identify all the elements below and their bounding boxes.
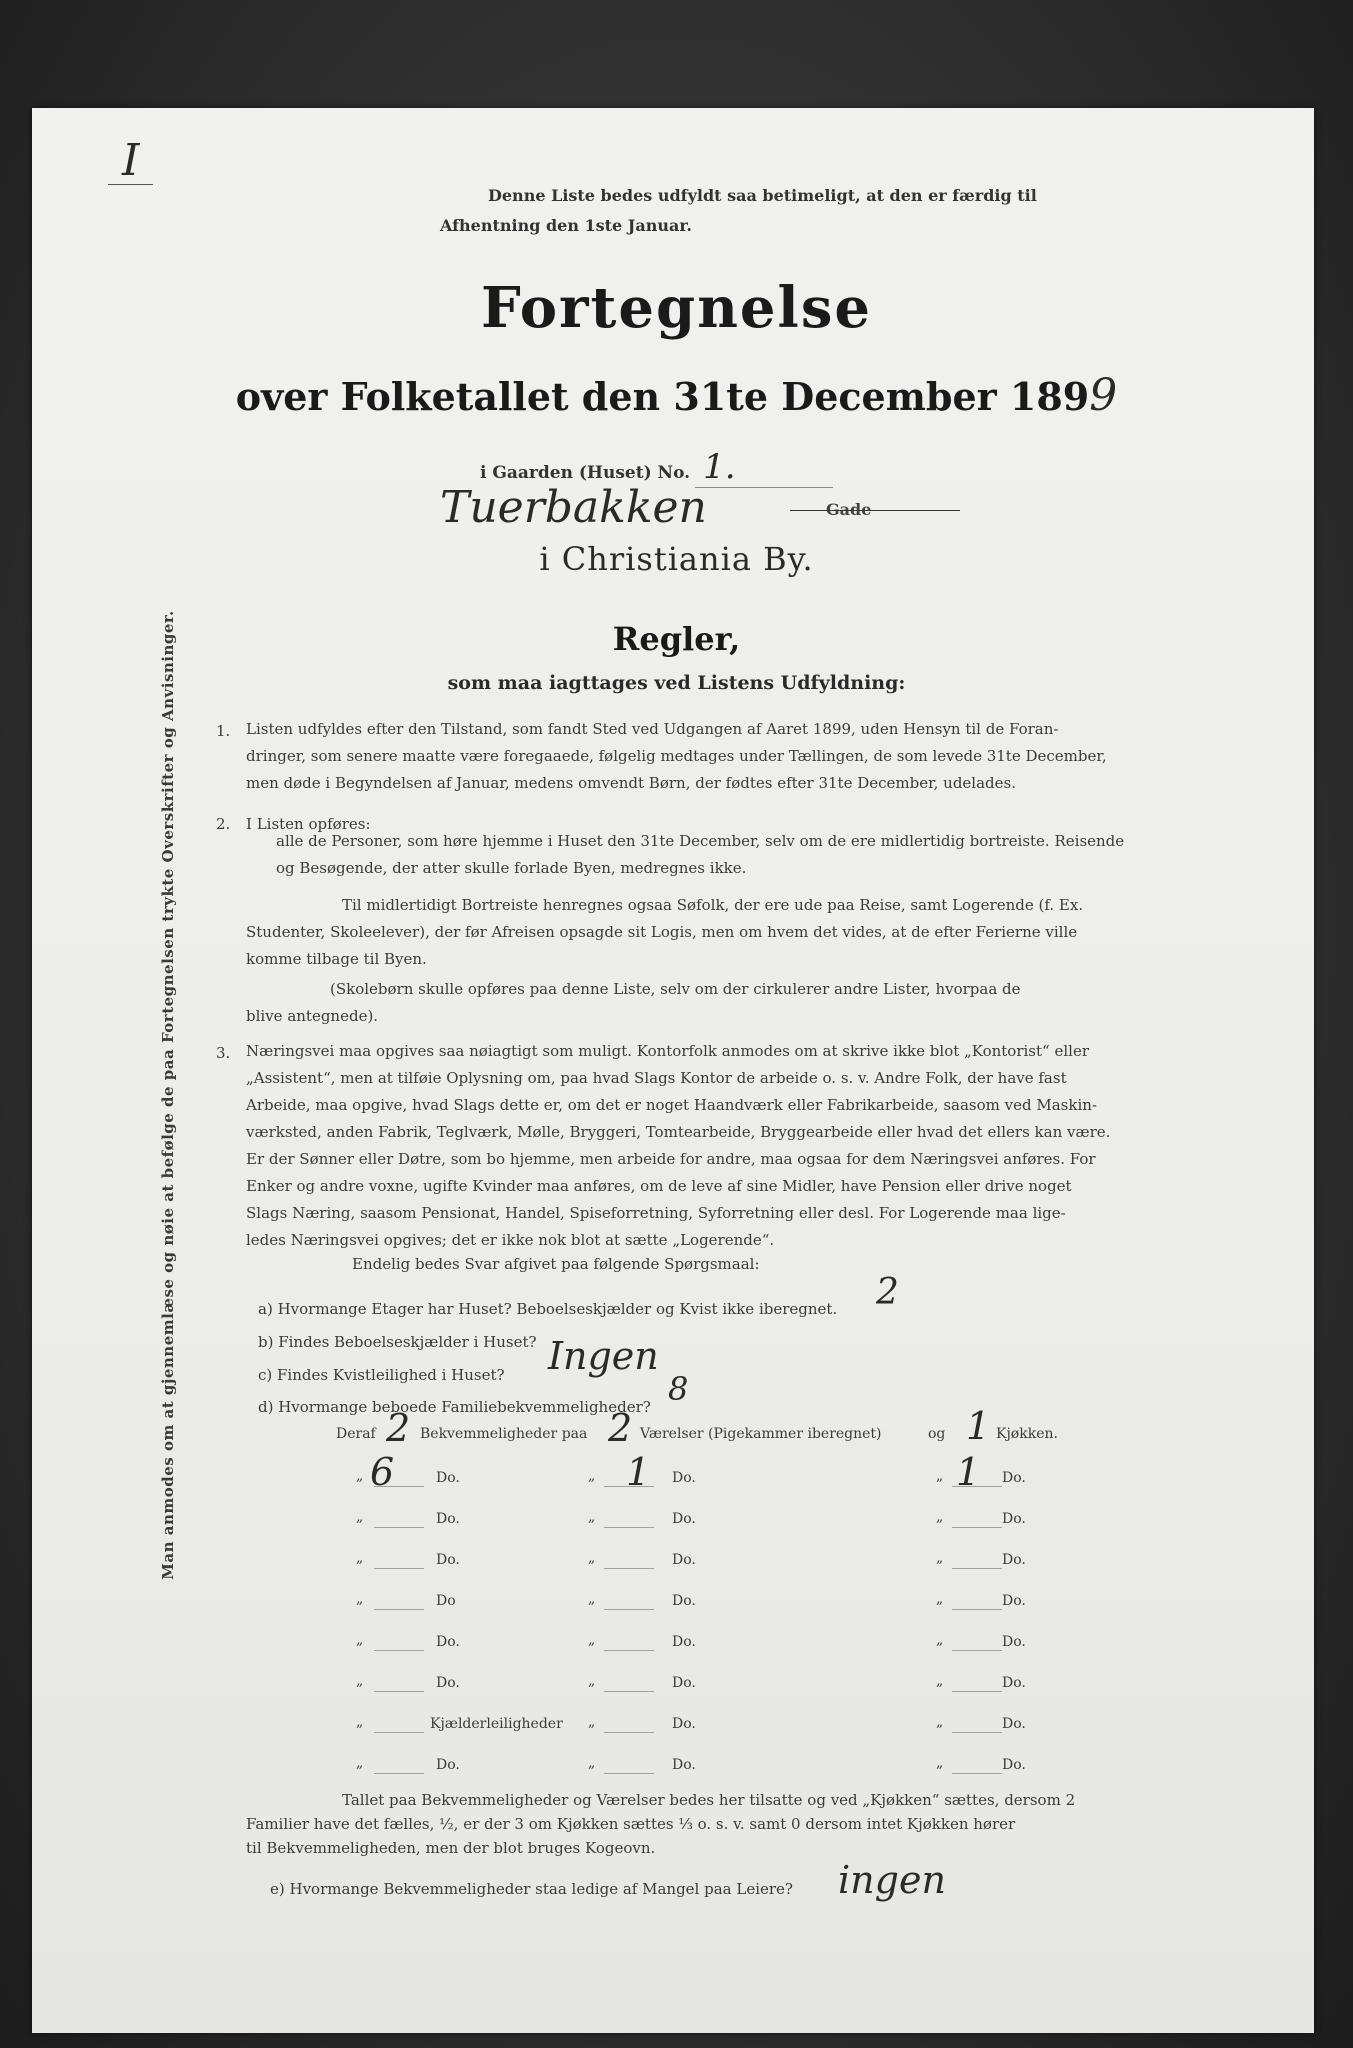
rule-3-line: ledes Næringsvei opgives; det er ikke nok blot at sætte „Logerende“. — [246, 1231, 775, 1249]
row-label: Do. — [436, 1470, 460, 1486]
blank-line — [604, 1568, 654, 1569]
rule-3-line: Næringsvei maa opgives saa nøiagtigt som muligt. Kontorfolk anmodes om at skrive ikke blot „Kontorist“ eller — [246, 1042, 1089, 1060]
blank-line — [374, 1609, 424, 1610]
blank-line — [604, 1732, 654, 1733]
row-label-2: Do. — [672, 1757, 696, 1773]
corner-mark: I — [108, 138, 153, 185]
blank-line — [952, 1527, 1002, 1528]
blank-line — [952, 1691, 1002, 1692]
question-e: e) Hvormange Bekvemmeligheder staa ledige af Mangel paa Leiere? — [270, 1880, 793, 1898]
ditto-mark: „ — [588, 1509, 596, 1525]
notice-line-1: Denne Liste bedes udfyldt saa betimeligt, at den er færdig til — [488, 186, 1037, 205]
row-label-2: Do. — [672, 1675, 696, 1691]
house-number: 1. — [695, 447, 833, 488]
answer-d: 8 — [668, 1370, 689, 1408]
rule-2-text — [276, 828, 1136, 882]
note-line: Tallet paa Bekvemmeligheder og Værelser bedes her tilsatte og ved „Kjøkken“ sættes, dersom 2 — [342, 1791, 1076, 1809]
rule-3-text — [246, 1038, 1136, 1254]
row-count: 6 — [370, 1450, 395, 1494]
ditto-mark: „ — [588, 1755, 596, 1771]
note-line: Familier have det fælles, ½, er der 3 om Kjøkken sættes ⅓ o. s. v. samt 0 dersom intet Kjøkken hører — [246, 1815, 1016, 1833]
rule-3-line: „Assistent“, men at tilføie Oplysning om, paa hvad Slags Kontor de arbeide o. s. v. Andre Folk, der have fast — [246, 1069, 1067, 1087]
row-label-3: Do. — [1002, 1634, 1026, 1650]
row-label-3: Do. — [1002, 1552, 1026, 1568]
blank-line — [374, 1650, 424, 1651]
first-row-kitchens: 1 — [966, 1404, 991, 1448]
ditto-mark: „ — [588, 1714, 596, 1730]
rule-2-intro: I Listen opføres: — [246, 815, 371, 833]
row-label-2: Do. — [672, 1511, 696, 1527]
ditto-mark: „ — [356, 1632, 364, 1648]
page-title: Fortegnelse — [481, 275, 872, 341]
first-row-text4: Kjøkken. — [996, 1426, 1058, 1442]
ditto-mark: „ — [356, 1550, 364, 1566]
blank-line — [952, 1732, 1002, 1733]
first-row-rooms: 2 — [608, 1406, 633, 1450]
blank-line — [604, 1691, 654, 1692]
rule-1-line: Listen udfyldes efter den Tilstand, som fandt Sted ved Udgangen af Aaret 1899, uden Hensyn til de Foran- — [246, 720, 1059, 738]
table-row — [356, 1591, 1076, 1625]
rule-3-line: Er der Sønner eller Døtre, som bo hjemme, men arbeide for andre, maa ogsaa for dem Næringsvei anføres. For — [246, 1150, 1096, 1168]
table-row — [356, 1509, 1076, 1543]
ditto-mark: „ — [936, 1468, 944, 1484]
blank-line — [604, 1527, 654, 1528]
ditto-mark: „ — [356, 1591, 364, 1607]
ditto-mark: „ — [588, 1591, 596, 1607]
blank-line — [604, 1650, 654, 1651]
subtitle-year-digit: 9 — [1089, 370, 1118, 421]
ditto-mark: „ — [356, 1755, 364, 1771]
ditto-mark: „ — [356, 1509, 364, 1525]
row-label-2: Do. — [672, 1470, 696, 1486]
rule-3-number: 3. — [216, 1044, 231, 1062]
row-label-2: Do. — [672, 1634, 696, 1650]
rule-2-number: 2. — [216, 815, 231, 833]
ditto-mark: „ — [936, 1673, 944, 1689]
ditto-mark: „ — [356, 1673, 364, 1689]
ditto-mark: „ — [588, 1632, 596, 1648]
row-label: Do. — [436, 1675, 460, 1691]
note-line: til Bekvemmeligheden, men der blot bruges Kogeovn. — [246, 1839, 656, 1857]
rule-3-line: Slags Næring, saasom Pensionat, Handel, Spiseforretning, Syforretning eller desl. For Logerende maa lige- — [246, 1204, 1066, 1222]
page-subtitle — [0, 370, 1353, 421]
row-label-3: Do. — [1002, 1757, 1026, 1773]
rule-1-line: men døde i Begyndelsen af Januar, medens omvendt Børn, der fødtes efter 31te December, udelades. — [246, 774, 1016, 792]
row-label: Do. — [436, 1511, 460, 1527]
first-row-text2: Værelser (Pigekammer iberegnet) — [640, 1426, 882, 1442]
ditto-mark: „ — [936, 1591, 944, 1607]
blank-line — [604, 1773, 654, 1774]
rule-2-text-b — [246, 892, 1136, 973]
street-suffix: Gade — [826, 500, 872, 519]
first-row-text3: og — [928, 1426, 946, 1442]
ditto-mark: „ — [588, 1468, 596, 1484]
table-row — [356, 1632, 1076, 1666]
table-note — [246, 1788, 1152, 1860]
rules-subheading: som maa iagttages ved Listens Udfyldning: — [447, 672, 906, 694]
row-label-3: Do. — [1002, 1716, 1026, 1732]
ditto-mark: „ — [936, 1755, 944, 1771]
ditto-mark: „ — [588, 1673, 596, 1689]
rule-3-line: Arbeide, maa opgive, hvad Slags dette er, om det er noget Haandværk eller Fabrikarbeide, saasom ved Maskin- — [246, 1096, 1097, 1114]
question-d: d) Hvormange beboede Familiebekvemmeligheder? — [258, 1398, 651, 1416]
blank-line — [374, 1691, 424, 1692]
row-kitchens: 1 — [956, 1450, 981, 1494]
ditto-mark: „ — [936, 1550, 944, 1566]
question-a: a) Hvormange Etager har Huset? Beboelseskjælder og Kvist ikke iberegnet. — [258, 1300, 838, 1318]
blank-line — [604, 1609, 654, 1610]
first-row-text1: Bekvemmeligheder paa — [420, 1426, 588, 1442]
table-row — [356, 1450, 1076, 1502]
row-label-3: Do. — [1002, 1593, 1026, 1609]
first-row-count: 2 — [386, 1406, 411, 1450]
row-label-3: Do. — [1002, 1675, 1026, 1691]
row-label: Kjælderleiligheder — [430, 1716, 563, 1732]
blank-line — [374, 1732, 424, 1733]
answer-e: ingen — [838, 1858, 946, 1902]
row-label: Do. — [436, 1552, 460, 1568]
rule-3-line: Enker og andre voxne, ugifte Kvinder maa anføres, om de leve af sine Midler, have Pension eller drive noget — [246, 1177, 1072, 1195]
rule-2-text-c — [246, 976, 1136, 1030]
row-label-3: Do. — [1002, 1511, 1026, 1527]
rule-2-line: Studenter, Skoleelever), der før Afreisen opsagde sit Logis, men om hvem det vides, at de efter Ferierne ville — [246, 923, 1078, 941]
ditto-mark: „ — [936, 1632, 944, 1648]
blank-line — [952, 1773, 1002, 1774]
blank-line — [374, 1568, 424, 1569]
blank-line — [952, 1650, 1002, 1651]
row-label: Do. — [436, 1757, 460, 1773]
side-instruction: Man anmodes om at gjennemlæse og nøie at befølge de paa Fortegnelsen trykte Overskrifter og Anvisninger. — [159, 610, 177, 1580]
ditto-mark: „ — [588, 1550, 596, 1566]
blank-line — [952, 1568, 1002, 1569]
row-label-2: Do. — [672, 1552, 696, 1568]
subtitle-text: over Folketallet den 31te December 189 — [235, 374, 1090, 419]
row-label: Do — [436, 1593, 456, 1609]
rule-1-text — [246, 716, 1136, 797]
row-label-2: Do. — [672, 1593, 696, 1609]
rule-3-line: værksted, anden Fabrik, Teglværk, Mølle, Bryggeri, Tomtearbeide, Bryggearbeide eller hvad det ellers kan være. — [246, 1123, 1111, 1141]
blank-line — [374, 1527, 424, 1528]
question-b: b) Findes Beboelseskjælder i Huset? — [258, 1333, 537, 1351]
answer-a: 2 — [876, 1272, 899, 1313]
row-label-3: Do. — [1002, 1470, 1026, 1486]
rule-1-line: dringer, som senere maatte være foregaaede, følgelig medtages under Tællingen, de som levede 31te December, — [246, 747, 1107, 765]
street-strike-line — [790, 510, 960, 511]
rule-2-line: blive antegnede). — [246, 1007, 379, 1025]
ditto-mark: „ — [936, 1509, 944, 1525]
row-label: Do. — [436, 1634, 460, 1650]
rule-1-number: 1. — [216, 722, 231, 740]
row-label-2: Do. — [672, 1716, 696, 1732]
rule-2-line: Til midlertidigt Bortreiste henregnes ogsaa Søfolk, der ere ude paa Reise, samt Logerende (f. Ex. — [342, 896, 1084, 914]
rule-2-line: alle de Personer, som høre hjemme i Huset den 31te December, selv om de ere midlertidig bortreiste. Reisende — [276, 832, 1125, 850]
questions-intro: Endelig bedes Svar afgivet paa følgende Spørgsmaal: — [352, 1255, 760, 1273]
question-c: c) Findes Kvistleilighed i Huset? — [258, 1366, 505, 1384]
rule-2-line: komme tilbage til Byen. — [246, 950, 427, 968]
ditto-mark: „ — [356, 1714, 364, 1730]
blank-line — [952, 1609, 1002, 1610]
rule-2-line: og Besøgende, der atter skulle forlade Byen, medregnes ikke. — [276, 859, 747, 877]
notice-line-2: Afhentning den 1ste Januar. — [440, 216, 692, 235]
street-name: Tuerbakken — [440, 482, 707, 533]
table-row — [356, 1755, 1076, 1789]
blank-line — [374, 1773, 424, 1774]
table-row — [356, 1673, 1076, 1707]
house-label: i Gaarden (Huset) No. — [480, 463, 691, 483]
ditto-mark: „ — [936, 1714, 944, 1730]
answer-c: Ingen — [548, 1334, 659, 1378]
deraf-label: Deraf — [336, 1426, 376, 1442]
table-row — [356, 1714, 1076, 1748]
rules-heading: Regler, — [612, 620, 741, 658]
table-row — [356, 1550, 1076, 1584]
ditto-mark: „ — [356, 1468, 364, 1484]
city-line: i Christiania By. — [539, 540, 814, 578]
rule-2-line: (Skolebørn skulle opføres paa denne Liste, selv om der cirkulerer andre Lister, hvorpaa de — [330, 980, 1021, 998]
row-rooms: 1 — [626, 1450, 651, 1494]
